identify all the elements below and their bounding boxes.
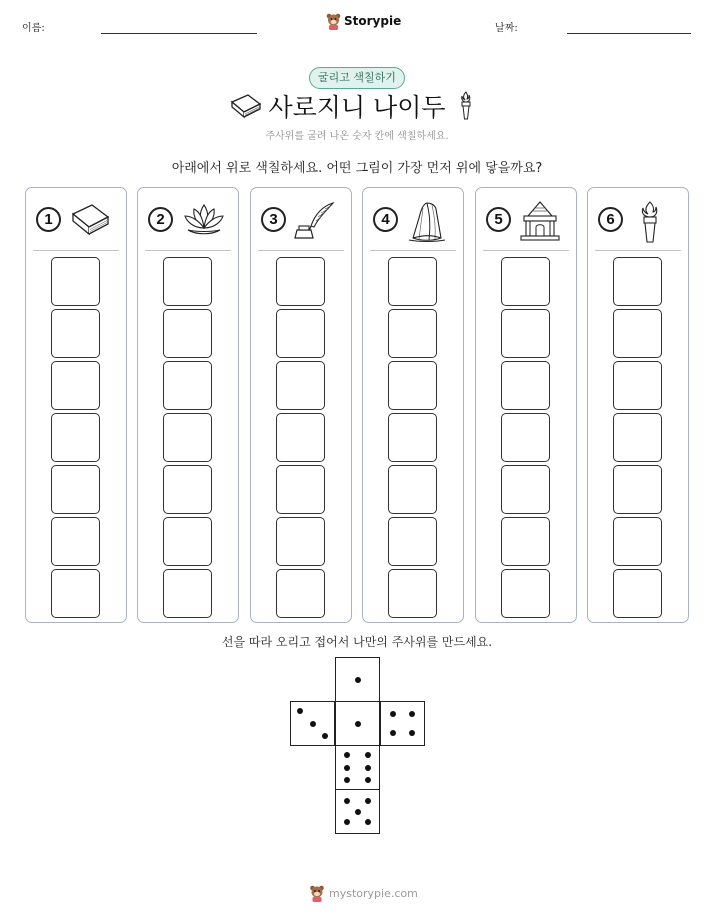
date-field-line[interactable] bbox=[567, 33, 691, 34]
dice-pip bbox=[409, 711, 415, 717]
cell-3[interactable] bbox=[51, 361, 100, 410]
storypie-logo bbox=[326, 12, 401, 30]
cell-5[interactable] bbox=[163, 465, 212, 514]
cell-4[interactable] bbox=[501, 413, 550, 462]
cell-6[interactable] bbox=[276, 517, 325, 566]
cell-2[interactable] bbox=[276, 309, 325, 358]
column-6 bbox=[587, 187, 689, 623]
dice-pip bbox=[322, 733, 328, 739]
dice-pip bbox=[344, 798, 350, 804]
column-divider bbox=[595, 250, 681, 251]
cell-7[interactable] bbox=[613, 569, 662, 618]
page-title: 사로지니 나이두 bbox=[268, 93, 446, 122]
column-4 bbox=[362, 187, 464, 623]
name-field-line[interactable] bbox=[101, 33, 257, 34]
torch-icon bbox=[459, 91, 473, 121]
date-label: 날짜: bbox=[495, 23, 518, 34]
dice-face-1 bbox=[335, 657, 380, 702]
bear-mascot-icon bbox=[309, 884, 325, 902]
cell-7[interactable] bbox=[276, 569, 325, 618]
temple-icon bbox=[518, 200, 562, 242]
cell-5[interactable] bbox=[276, 465, 325, 514]
subtitle: 주사위를 굴려 나온 숫자 칸에 색칠하세요. bbox=[265, 131, 449, 142]
cell-7[interactable] bbox=[51, 569, 100, 618]
brand-name: Storypie bbox=[344, 14, 402, 28]
column-divider bbox=[370, 250, 456, 251]
cell-1[interactable] bbox=[388, 257, 437, 306]
dice-pip bbox=[344, 777, 350, 783]
dice-pip bbox=[390, 730, 396, 736]
column-divider bbox=[258, 250, 344, 251]
cell-2[interactable] bbox=[51, 309, 100, 358]
dice-pip bbox=[355, 809, 361, 815]
dice-pip bbox=[365, 777, 371, 783]
activity-badge: 굴리고 색칠하기 bbox=[309, 67, 405, 89]
cell-1[interactable] bbox=[501, 257, 550, 306]
dice-pip bbox=[365, 819, 371, 825]
column-number: 2 bbox=[148, 207, 173, 232]
cell-7[interactable] bbox=[501, 569, 550, 618]
dice-face-6 bbox=[335, 745, 380, 790]
torch-icon bbox=[630, 200, 670, 244]
dice-pip bbox=[297, 708, 303, 714]
book-icon bbox=[229, 92, 263, 120]
column-number: 1 bbox=[36, 207, 61, 232]
name-label: 이름: bbox=[22, 23, 45, 34]
cell-4[interactable] bbox=[276, 413, 325, 462]
lotus-icon bbox=[180, 200, 228, 240]
column-divider bbox=[145, 250, 231, 251]
dice-face-5 bbox=[335, 789, 380, 834]
cell-6[interactable] bbox=[501, 517, 550, 566]
cell-6[interactable] bbox=[388, 517, 437, 566]
cell-3[interactable] bbox=[276, 361, 325, 410]
cell-2[interactable] bbox=[501, 309, 550, 358]
dice-pip bbox=[355, 721, 361, 727]
dice-face-1 bbox=[335, 701, 380, 746]
cell-1[interactable] bbox=[51, 257, 100, 306]
cell-2[interactable] bbox=[388, 309, 437, 358]
cell-7[interactable] bbox=[388, 569, 437, 618]
cell-3[interactable] bbox=[613, 361, 662, 410]
cell-5[interactable] bbox=[51, 465, 100, 514]
cell-1[interactable] bbox=[276, 257, 325, 306]
cell-6[interactable] bbox=[163, 517, 212, 566]
dice-pip bbox=[365, 798, 371, 804]
cell-5[interactable] bbox=[613, 465, 662, 514]
column-1 bbox=[25, 187, 127, 623]
dice-pip bbox=[409, 730, 415, 736]
column-number: 3 bbox=[261, 207, 286, 232]
cell-7[interactable] bbox=[163, 569, 212, 618]
dice-face-3 bbox=[290, 701, 335, 746]
column-divider bbox=[483, 250, 569, 251]
dice-pip bbox=[355, 677, 361, 683]
dice-face-4 bbox=[380, 701, 425, 746]
column-number: 6 bbox=[598, 207, 623, 232]
dice-pip bbox=[390, 711, 396, 717]
book-icon bbox=[68, 200, 112, 240]
column-3 bbox=[250, 187, 352, 623]
dice-pip bbox=[344, 819, 350, 825]
dice-pip bbox=[310, 721, 316, 727]
cell-3[interactable] bbox=[388, 361, 437, 410]
cell-5[interactable] bbox=[501, 465, 550, 514]
dice-pip bbox=[344, 752, 350, 758]
column-divider bbox=[33, 250, 119, 251]
column-2 bbox=[137, 187, 239, 623]
column-5 bbox=[475, 187, 577, 623]
quill-inkpot-icon bbox=[293, 200, 339, 242]
cell-4[interactable] bbox=[613, 413, 662, 462]
cell-4[interactable] bbox=[163, 413, 212, 462]
cell-6[interactable] bbox=[613, 517, 662, 566]
dice-instruction: 선을 따라 오리고 접어서 나만의 주사위를 만드세요. bbox=[221, 635, 493, 649]
dice-pip bbox=[365, 765, 371, 771]
dice-pip bbox=[344, 765, 350, 771]
footer bbox=[309, 884, 418, 902]
cell-3[interactable] bbox=[163, 361, 212, 410]
cell-2[interactable] bbox=[163, 309, 212, 358]
cell-2[interactable] bbox=[613, 309, 662, 358]
cell-1[interactable] bbox=[613, 257, 662, 306]
cell-5[interactable] bbox=[388, 465, 437, 514]
cell-4[interactable] bbox=[388, 413, 437, 462]
footer-url: mystorypie.com bbox=[329, 886, 418, 900]
dice-pip bbox=[365, 752, 371, 758]
cell-4[interactable] bbox=[51, 413, 100, 462]
cell-1[interactable] bbox=[163, 257, 212, 306]
cell-6[interactable] bbox=[51, 517, 100, 566]
column-number: 4 bbox=[373, 207, 398, 232]
column-number: 5 bbox=[486, 207, 511, 232]
instruction-text: 아래에서 위로 색칠하세요. 어떤 그림이 가장 먼저 위에 닿을까요? bbox=[171, 161, 543, 176]
saree-icon bbox=[405, 200, 451, 244]
bear-mascot-icon bbox=[326, 12, 341, 30]
cell-3[interactable] bbox=[501, 361, 550, 410]
